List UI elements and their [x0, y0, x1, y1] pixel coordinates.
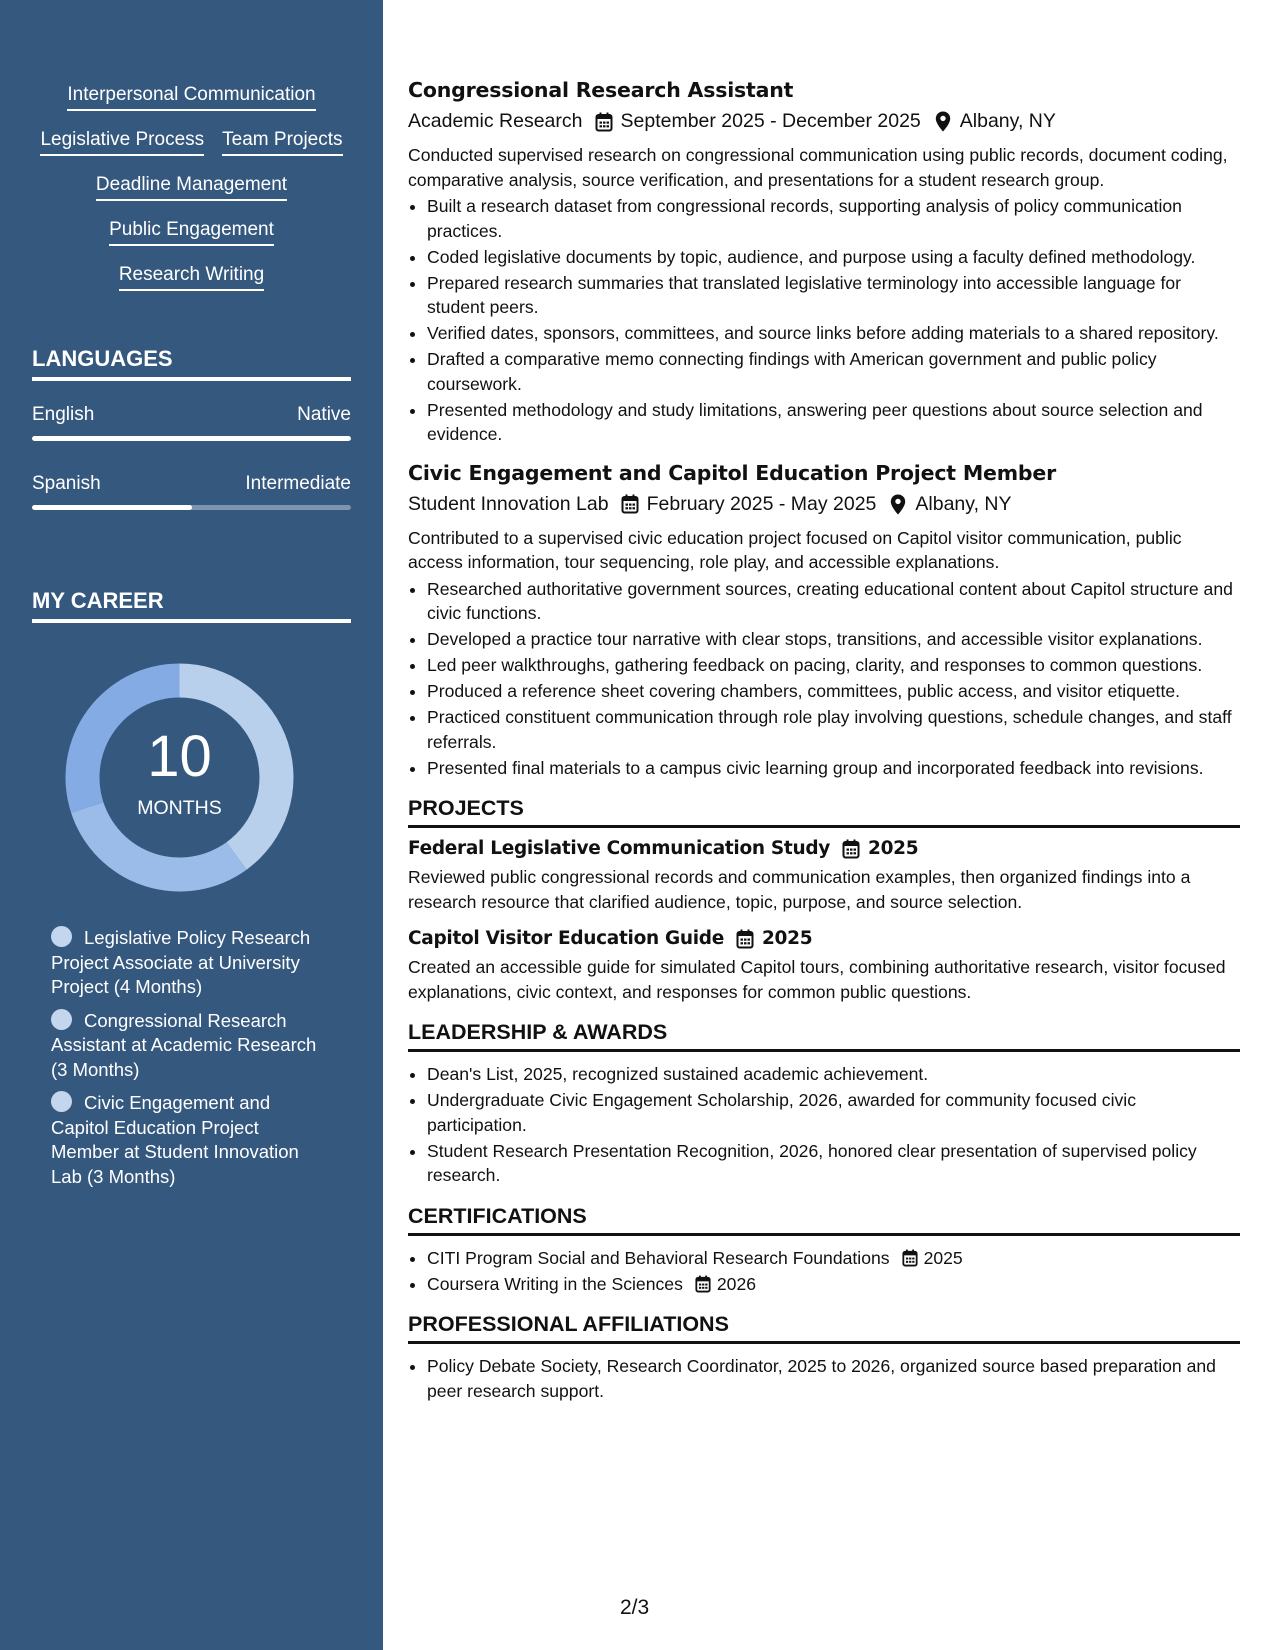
leadership-heading: LEADERSHIP & AWARDS [408, 1020, 1240, 1052]
job-dates: February 2025 - May 2025 [646, 492, 877, 515]
project-year: 2025 [761, 928, 813, 949]
job-description: Conducted supervised research on congressional communication using public records, document coding, comparative analysis, source verification, and presentations for a student research group. [408, 145, 1228, 190]
map-pin-icon [890, 494, 906, 515]
calendar-icon [695, 1275, 711, 1293]
experience-entry [408, 78, 1240, 447]
job-organization: Student Innovation Lab [408, 492, 609, 515]
leadership-list [408, 1062, 1240, 1188]
language-level: Intermediate [245, 473, 351, 494]
job-bullet: • Presented final materials to a campus civic learning group and incorporated feedback into revisions. [427, 756, 1240, 781]
job-bullet: • Verified dates, sponsors, committees, and source links before adding materials to a shared repository. [427, 321, 1240, 346]
project-title: Capitol Visitor Education Guide [408, 928, 724, 949]
career-item: Congressional Research Assistant at Academic Research (3 Months) [51, 1009, 317, 1080]
calendar-icon [902, 1249, 918, 1267]
main-content [408, 78, 1240, 1405]
language-proficiency-bar [32, 436, 351, 441]
job-title: Congressional Research Assistant [408, 78, 794, 102]
skill-tag[interactable]: Interpersonal Communication [67, 84, 315, 111]
language-level: Native [297, 404, 351, 425]
project-entry [408, 838, 1240, 914]
languages-heading: LANGUAGES [32, 346, 351, 381]
language-name: English [32, 404, 95, 425]
skill-tag[interactable]: Public Engagement [109, 219, 274, 246]
job-dates: September 2025 - December 2025 [620, 110, 921, 132]
circle-dot-icon [51, 1009, 72, 1030]
job-bullets [408, 194, 1240, 447]
calendar-icon [842, 839, 860, 859]
job-bullet: • Practiced constituent communication through role play involving questions, schedule changes, and staff referrals. [427, 705, 1240, 754]
career-total-unit: MONTHS [137, 797, 222, 819]
leadership-item: • Undergraduate Civic Engagement Scholarship, 2026, awarded for community focused civic participation. [427, 1088, 1240, 1137]
leadership-item: • Student Research Presentation Recognition, 2026, honored clear presentation of supervised policy research. [427, 1139, 1240, 1188]
job-bullet: • Coded legislative documents by topic, audience, and purpose using a faculty defined methodology. [427, 245, 1240, 270]
skill-tag[interactable]: Team Projects [222, 129, 342, 156]
job-bullet: • Led peer walkthroughs, gathering feedback on pacing, clarity, and responses to common questions. [427, 653, 1240, 678]
job-location: Albany, NY [959, 110, 1056, 132]
language-proficiency-bar [32, 505, 351, 510]
calendar-icon [736, 929, 754, 949]
language-proficiency-fill [32, 505, 192, 510]
career-total-number: 10 [147, 724, 212, 789]
calendar-icon [595, 112, 613, 132]
job-bullet: • Researched authoritative government sources, creating educational content about Capitol structure and civic functions. [427, 577, 1240, 626]
language-proficiency-fill [32, 436, 351, 441]
language-spanish [32, 473, 351, 510]
job-bullet: • Presented methodology and study limitations, answering peer questions about source selection and evidence. [427, 398, 1240, 447]
affiliation-item: • Policy Debate Society, Research Coordinator, 2025 to 2026, organized source based preparation and peer research support. [427, 1354, 1240, 1403]
language-name: Spanish [32, 473, 101, 494]
career-list [51, 926, 331, 1198]
certification-name: • Coursera Writing in the Sciences [427, 1273, 683, 1294]
skill-tag[interactable]: Deadline Management [96, 174, 287, 201]
certification-item [427, 1246, 1240, 1271]
skill-tag[interactable]: Research Writing [119, 264, 264, 291]
job-meta [408, 110, 1240, 133]
circle-dot-icon [51, 926, 72, 947]
circle-dot-icon [51, 1091, 72, 1112]
projects-heading: PROJECTS [408, 796, 1240, 828]
affiliations-heading: PROFESSIONAL AFFILIATIONS [408, 1312, 1240, 1344]
experience-entry [408, 461, 1240, 781]
job-title: Civic Engagement and Capitol Education Project Member [408, 460, 1056, 485]
calendar-icon [621, 494, 639, 514]
career-heading: MY CAREER [32, 588, 351, 623]
affiliations-list [408, 1354, 1240, 1403]
project-entry [408, 928, 1240, 1004]
project-title: Federal Legislative Communication Study [408, 838, 831, 859]
certifications-heading: CERTIFICATIONS [408, 1204, 1240, 1236]
language-english [32, 404, 351, 441]
job-description: Contributed to a supervised civic education project focused on Capitol visitor communication, public access information, tour sequencing, role play, and accessible explanations. [408, 527, 1182, 572]
skill-tag[interactable]: Legislative Process [40, 129, 204, 156]
job-bullet: • Prepared research summaries that translated legislative terminology into accessible language for student peers. [427, 271, 1240, 320]
certification-name: • CITI Program Social and Behavioral Research Foundations [427, 1247, 890, 1268]
job-bullet: • Drafted a comparative memo connecting findings with American government and public policy coursework. [427, 347, 1240, 396]
career-donut-chart [62, 660, 297, 895]
project-description: Reviewed public congressional records and communication examples, then organized findings into a research resource that clarified audience, topic, purpose, and source selection. [408, 867, 1191, 912]
job-organization: Academic Research [408, 110, 583, 132]
sidebar [0, 0, 383, 1650]
certifications-list [408, 1246, 1240, 1297]
job-bullet: • Produced a reference sheet covering chambers, committees, public access, and visitor etiquette. [427, 679, 1240, 704]
leadership-item: • Dean's List, 2025, recognized sustained academic achievement. [427, 1062, 1240, 1087]
career-item: Civic Engagement and Capitol Education Project Member at Student Innovation Lab (3 Months) [51, 1092, 299, 1187]
project-year: 2025 [868, 838, 919, 859]
certification-year: 2025 [923, 1247, 963, 1268]
project-description: Created an accessible guide for simulated Capitol tours, combining authoritative research, visitor focused explanations, civic context, and responses for common public questions. [408, 957, 1226, 1002]
skills-list [20, 84, 363, 309]
job-meta [408, 493, 1240, 516]
certification-item [427, 1272, 1240, 1297]
certification-year: 2026 [716, 1273, 757, 1294]
page-number: 2/3 [620, 1596, 650, 1619]
job-bullet: • Developed a practice tour narrative with clear stops, transitions, and accessible visitor explanations. [427, 627, 1240, 652]
job-bullets [408, 577, 1240, 781]
career-item: Legislative Policy Research Project Associate at University Project (4 Months) [51, 927, 311, 997]
job-bullet: • Built a research dataset from congressional records, supporting analysis of policy communication practices. [427, 194, 1240, 243]
map-pin-icon [935, 111, 951, 132]
job-location: Albany, NY [915, 492, 1012, 515]
